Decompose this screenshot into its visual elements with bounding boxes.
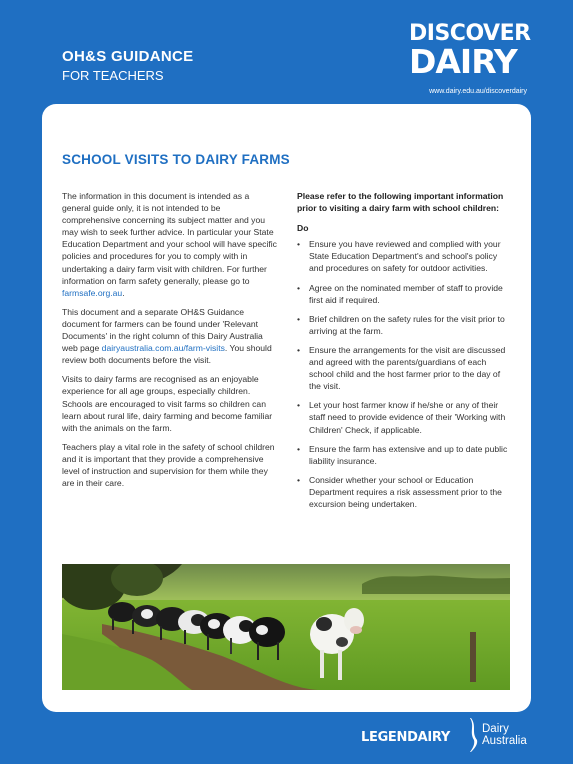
content-card: [42, 104, 531, 712]
bullet-icon: •: [297, 313, 301, 324]
cows-illustration: [62, 564, 510, 690]
dairy-australia-logo: [469, 718, 527, 752]
header-title: [62, 48, 193, 84]
list-item: • Brief children on the safety rules for the visit prior to arriving at the farm.: [297, 313, 505, 336]
logo-line1: DISCOVER: [409, 21, 531, 46]
list-item: • Consider whether your school or Education Department requires a risk assessment prior to the excursion being undertaken.: [297, 474, 502, 509]
list-item: • Agree on the nominated member of staff to provide first aid if required.: [297, 282, 503, 305]
checklist-intro: Please refer to the following important information prior to visiting a dairy farm with school children:: [297, 191, 504, 214]
bullet-icon: •: [297, 400, 301, 411]
paragraph-3: Visits to dairy farms are recognised as an enjoyable experience for all age groups, especially children. Schools are encouraged to visit farms so children can learn about rural life, dairy farming and become familiar with the animals on the farm.: [62, 374, 273, 433]
list-item: • Ensure the farm has extensive and up to date public liability insurance.: [297, 443, 508, 466]
bullet-icon: •: [297, 344, 301, 355]
discover-dairy-logo: [409, 21, 531, 81]
page-heading: SCHOOL VISITS TO DAIRY FARMS: [62, 152, 290, 167]
do-list: [297, 238, 509, 510]
list-item: • Ensure you have reviewed and complied with your State Education Department's and school's policy and procedures on safety for outdoor activities.: [297, 239, 501, 274]
header-title-line2: FOR TEACHERS: [62, 68, 164, 83]
do-label: Do: [297, 223, 309, 234]
paragraph-1: The information in this document is intended as a general guide only, it is not intended to be comprehensive concerning its subject matter and you may wish to seek further advice. In particular your State Education Department and your school will have specific policies and procedures for you to comply with in undertaking a dairy farm visit with children. For further information on farm safety generally, please go to farmsafe.org.au.: [62, 191, 277, 298]
header-title-line1: OH&S GUIDANCE: [62, 48, 194, 65]
bullet-icon: •: [297, 474, 301, 485]
bullet-icon: •: [297, 282, 301, 293]
paragraph-4: Teachers play a vital role in the safety of school children and it is important that they provide a comprehensive level of instruction and supervision for them while they are in their care.: [62, 441, 275, 489]
dairy-australia-mark-icon: [469, 718, 479, 752]
paragraph-2: This document and a separate OH&S Guidance document for farmers can be found under 'Relevant Documents' in the right column of this Dairy Australia web page dairyaustralia.com.au/farm-visits. You should review both documents before the visit.: [62, 306, 272, 366]
logo-url: www.dairy.edu.au/discoverdairy: [429, 88, 527, 95]
list-item: • Ensure the arrangements for the visit are discussed and agreed with the parents/guardians of each school child and the host farmer prior to the day of the visit.: [297, 344, 506, 392]
dairy-australia-line2: Australia: [482, 735, 527, 747]
dairy-australia-line1: Dairy: [482, 723, 509, 735]
fence-post: [470, 632, 476, 682]
right-column: [297, 190, 509, 517]
farm-visits-link[interactable]: dairyaustralia.com.au/farm-visits: [101, 343, 225, 354]
bullet-icon: •: [297, 443, 301, 454]
cows-on-farm-photo: [62, 564, 510, 690]
bullet-icon: •: [297, 239, 301, 250]
farmsafe-link[interactable]: farmsafe.org.au: [62, 287, 123, 298]
legendairy-logo: LEGENDAIRY: [361, 730, 450, 745]
logo-line2: DAIRY: [409, 42, 517, 81]
left-column: [62, 190, 278, 496]
list-item: • Let your host farmer know if he/she or any of their staff need to provide evidence of their 'Working with Children' Check, if applicable.: [297, 400, 506, 435]
